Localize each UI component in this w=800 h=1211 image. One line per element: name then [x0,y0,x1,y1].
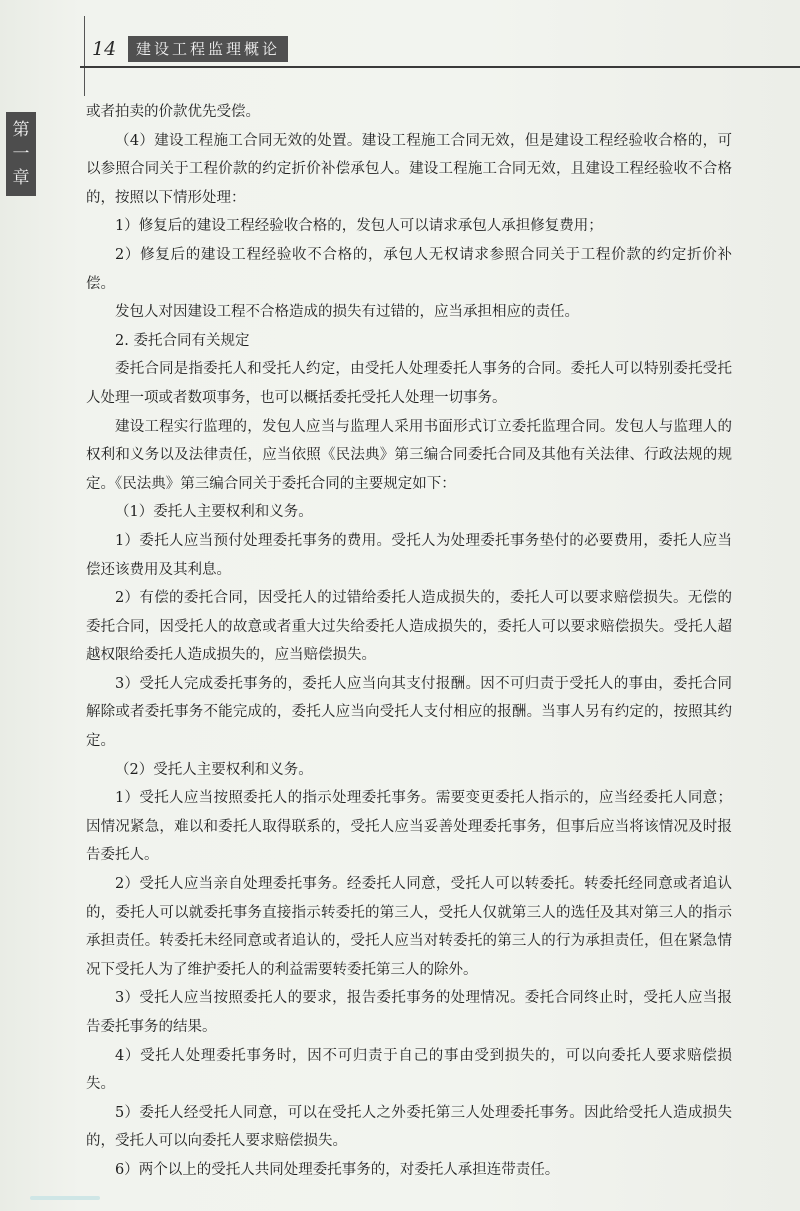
body-text [86,98,732,1185]
paragraph: 5）委托人经受托人同意，可以在受托人之外委托第三人处理委托事务。因此给受托人造成损失的，受托人可以向委托人要求赔偿损失。 [86,1104,732,1150]
page-number: 14 [92,38,117,60]
paragraph: 3）受托人应当按照委托人的要求，报告委托事务的处理情况。委托合同终止时，受托人应当报告委托事务的结果。 [86,990,732,1035]
paragraph: 1）受托人应当按照委托人的指示处理委托事务。需要变更委托人指示的，应当经委托人同意；因情况紧急，难以和委托人取得联系的，受托人应当妥善处理委托事务，但事后应当将该情况及时报告委托人。 [86,790,732,864]
paragraph: 3）受托人完成委托事务的，委托人应当向其支付报酬。因不可归责于受托人的事由，委托合同解除或者委托事务不能完成的，委托人应当向受托人支付相应的报酬。当事人另有约定的，按照其约定。 [86,675,732,750]
paragraph: 1）委托人应当预付处理委托事务的费用。受托人为处理委托事务垫付的必要费用，委托人应当偿还该费用及其利息。 [86,532,732,578]
paragraph: 2）有偿的委托合同，因受托人的过错给委托人造成损失的，委托人可以要求赔偿损失。无偿的委托合同，因受托人的故意或者重大过失给委托人造成损失的，委托人可以要求赔偿损失。受托人超越权限给委托人造成损失的，应当赔偿损失。 [86,590,732,664]
paragraph: 2）修复后的建设工程经验收不合格的，承包人无权请求参照合同关于工程价款的约定折价补偿。 [86,246,732,292]
paragraph: 建设工程实行监理的，发包人应当与监理人采用书面形式订立委托监理合同。发包人与监理人的权利和义务以及法律责任，应当依照《民法典》第三编合同委托合同及其他有关法律、行政法规的规定。《民法典》第三编合同关于委托合同的主要规定如下： [86,418,732,492]
paragraph: 或者拍卖的价款优先受偿。 [86,104,260,120]
paragraph: （1）委托人主要权利和义务。 [115,504,313,521]
chapter-tab-char: 一 [12,144,30,164]
chapter-tab-char: 章 [12,168,30,188]
page-edge-mark [30,1196,100,1200]
paragraph: 2）受托人应当亲自处理委托事务。经委托人同意，受托人可以转委托。转委托经同意或者追认的，委托人可以就委托事务直接指示转委托的第三人，受托人仅就第三人的选任及其对第三人的指示承担责任。转委托未经同意或者追认的，受托人应当对转委托的第三人的行为承担责任，但在紧急情况下受托人为了维护委托人的利益需要转委托第三人的除外。 [86,876,732,978]
chapter-tab-char: 第 [12,120,30,140]
paragraph: 1）修复后的建设工程经验收合格的，发包人可以请求承包人承担修复费用； [115,218,603,235]
chapter-tab [6,112,36,196]
header-rule [80,66,800,68]
book-title: 建设工程监理概论 [128,36,288,62]
running-header [80,34,800,64]
paragraph: （2）受托人主要权利和义务。 [115,761,313,778]
section-heading: 2. 委托合同有关规定 [115,332,250,349]
paragraph: 4）受托人处理委托事务时，因不可归责于自己的事由受到损失的，可以向委托人要求赔偿损失。 [86,1047,732,1093]
paragraph: （4）建设工程施工合同无效的处置。建设工程施工合同无效，但是建设工程经验收合格的，可以参照合同关于工程价款的约定折价补偿承包人。建设工程施工合同无效，且建设工程经验收不合格的，按照以下情形处理： [86,132,732,206]
paragraph: 委托合同是指委托人和受托人约定，由受托人处理委托人事务的合同。委托人可以特别委托受托人处理一项或者数项事务，也可以概括委托受托人处理一切事务。 [86,361,732,406]
paragraph: 6）两个以上的受托人共同处理委托事务的，对委托人承担连带责任。 [115,1161,560,1178]
paragraph: 发包人对因建设工程不合格造成的损失有过错的，应当承担相应的责任。 [115,304,579,321]
